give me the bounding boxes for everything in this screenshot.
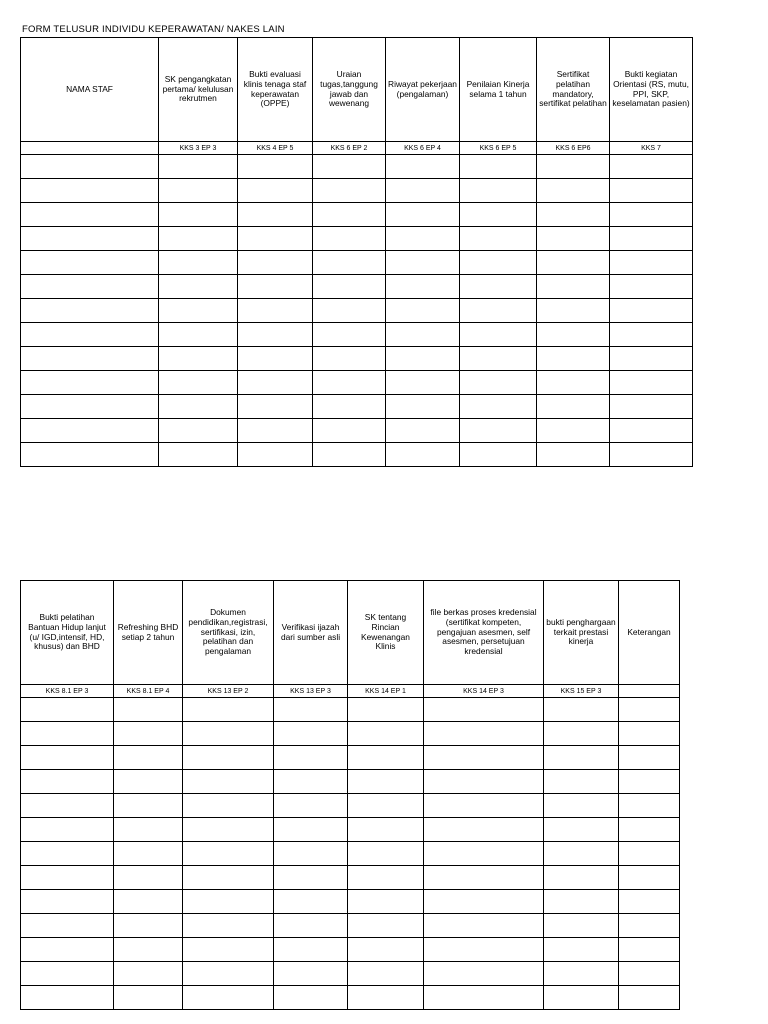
entry-cell[interactable] (21, 914, 114, 938)
entry-cell[interactable] (610, 203, 693, 227)
entry-cell[interactable] (313, 155, 386, 179)
entry-cell[interactable] (537, 347, 610, 371)
entry-cell[interactable] (183, 794, 274, 818)
entry-cell[interactable] (21, 770, 114, 794)
entry-cell[interactable] (159, 347, 238, 371)
entry-cell[interactable] (619, 890, 680, 914)
table-row (21, 746, 680, 770)
table-row (21, 323, 693, 347)
entry-cell[interactable] (114, 818, 183, 842)
entry-cell[interactable] (460, 299, 537, 323)
entry-cell[interactable] (386, 299, 460, 323)
table-row (21, 227, 693, 251)
entry-cell[interactable] (21, 299, 159, 323)
entry-cell[interactable] (348, 914, 424, 938)
header-uraian-tugas: Uraian tugas,tanggung jawab dan wewenang (313, 38, 386, 142)
entry-cell[interactable] (610, 227, 693, 251)
entry-cell[interactable] (424, 818, 544, 842)
entry-cell[interactable] (610, 251, 693, 275)
entry-cell[interactable] (619, 842, 680, 866)
entry-cell[interactable] (537, 203, 610, 227)
entry-cell[interactable] (544, 938, 619, 962)
entry-cell[interactable] (544, 914, 619, 938)
entry-cell[interactable] (619, 722, 680, 746)
entry-cell[interactable] (159, 203, 238, 227)
entry-cell[interactable] (610, 155, 693, 179)
entry-cell[interactable] (460, 347, 537, 371)
header-keterangan: Keterangan (619, 581, 680, 685)
code-cell: KKS 15 EP 3 (544, 685, 619, 698)
entry-cell[interactable] (313, 179, 386, 203)
table-row (21, 395, 693, 419)
entry-cell[interactable] (460, 203, 537, 227)
entry-cell[interactable] (274, 986, 348, 1010)
entry-cell[interactable] (21, 419, 159, 443)
entry-cell[interactable] (21, 986, 114, 1010)
entry-cell[interactable] (544, 698, 619, 722)
entry-cell[interactable] (238, 299, 313, 323)
entry-cell[interactable] (159, 371, 238, 395)
entry-cell[interactable] (544, 890, 619, 914)
entry-cell[interactable] (619, 914, 680, 938)
entry-cell[interactable] (537, 275, 610, 299)
entry-cell[interactable] (183, 986, 274, 1010)
entry-cell[interactable] (424, 866, 544, 890)
entry-cell[interactable] (348, 986, 424, 1010)
entry-cell[interactable] (386, 443, 460, 467)
code-cell: KKS 14 EP 1 (348, 685, 424, 698)
entry-cell[interactable] (114, 722, 183, 746)
entry-cell[interactable] (386, 371, 460, 395)
entry-cell[interactable] (544, 986, 619, 1010)
entry-cell[interactable] (460, 251, 537, 275)
code-row (21, 142, 693, 155)
entry-cell[interactable] (610, 371, 693, 395)
entry-cell[interactable] (619, 698, 680, 722)
entry-cell[interactable] (386, 203, 460, 227)
entry-cell[interactable] (274, 866, 348, 890)
code-cell: KKS 6 EP 5 (460, 142, 537, 155)
entry-cell[interactable] (544, 818, 619, 842)
entry-cell[interactable] (313, 371, 386, 395)
entry-cell[interactable] (183, 914, 274, 938)
entry-cell[interactable] (610, 275, 693, 299)
entry-cell[interactable] (348, 770, 424, 794)
entry-cell[interactable] (159, 251, 238, 275)
table-row (21, 419, 693, 443)
entry-cell[interactable] (544, 722, 619, 746)
entry-cell[interactable] (537, 419, 610, 443)
entry-cell[interactable] (313, 275, 386, 299)
entry-cell[interactable] (537, 179, 610, 203)
entry-cell[interactable] (238, 227, 313, 251)
table-row (21, 890, 680, 914)
entry-cell[interactable] (183, 938, 274, 962)
entry-cell[interactable] (610, 419, 693, 443)
header-verifikasi-ijazah: Verifikasi ijazah dari sumber asli (274, 581, 348, 685)
code-cell: KKS 6 EP 2 (313, 142, 386, 155)
table-row (21, 155, 693, 179)
table-row (21, 299, 693, 323)
entry-cell[interactable] (183, 698, 274, 722)
header-bukti-orientasi: Bukti kegiatan Orientasi (RS, mutu, PPI, SKP, keselamatan pasien) (610, 38, 693, 142)
table-row (21, 842, 680, 866)
entry-cell[interactable] (114, 866, 183, 890)
entry-cell[interactable] (238, 419, 313, 443)
entry-cell[interactable] (386, 227, 460, 251)
entry-cell[interactable] (610, 347, 693, 371)
entry-cell[interactable] (348, 842, 424, 866)
entry-cell[interactable] (424, 914, 544, 938)
table-row (21, 275, 693, 299)
table-row (21, 866, 680, 890)
entry-cell[interactable] (424, 722, 544, 746)
entry-cell[interactable] (348, 890, 424, 914)
header-dokumen-pendidikan: Dokumen pendidikan,registrasi, sertifikasi, izin, pelatihan dan pengalaman (183, 581, 274, 685)
entry-cell[interactable] (238, 179, 313, 203)
entry-cell[interactable] (537, 395, 610, 419)
entry-cell[interactable] (21, 179, 159, 203)
entry-cell[interactable] (21, 818, 114, 842)
entry-cell[interactable] (21, 371, 159, 395)
entry-cell[interactable] (460, 395, 537, 419)
table-row (21, 203, 693, 227)
entry-cell[interactable] (159, 323, 238, 347)
entry-cell[interactable] (460, 443, 537, 467)
entry-cell[interactable] (21, 155, 159, 179)
entry-cell[interactable] (424, 962, 544, 986)
entry-cell[interactable] (537, 443, 610, 467)
entry-cell[interactable] (21, 890, 114, 914)
entry-cell[interactable] (238, 203, 313, 227)
entry-cell[interactable] (610, 443, 693, 467)
code-cell: KKS 6 EP6 (537, 142, 610, 155)
entry-cell[interactable] (348, 818, 424, 842)
staff-table-part-1 (20, 37, 693, 467)
code-cell: KKS 13 EP 2 (183, 685, 274, 698)
entry-cell[interactable] (386, 155, 460, 179)
entry-cell[interactable] (238, 395, 313, 419)
header-bukti-evaluasi: Bukti evaluasi klinis tenaga staf keperawatan (OPPE) (238, 38, 313, 142)
code-cell: KKS 4 EP 5 (238, 142, 313, 155)
entry-cell[interactable] (619, 794, 680, 818)
entry-cell[interactable] (619, 938, 680, 962)
entry-cell[interactable] (386, 419, 460, 443)
entry-cell[interactable] (238, 251, 313, 275)
entry-cell[interactable] (114, 770, 183, 794)
entry-cell[interactable] (537, 323, 610, 347)
entry-cell[interactable] (238, 371, 313, 395)
code-cell: KKS 8.1 EP 3 (21, 685, 114, 698)
entry-cell[interactable] (313, 443, 386, 467)
entry-cell[interactable] (159, 443, 238, 467)
entry-cell[interactable] (21, 938, 114, 962)
entry-cell[interactable] (537, 299, 610, 323)
entry-cell[interactable] (21, 227, 159, 251)
entry-cell[interactable] (21, 866, 114, 890)
entry-cell[interactable] (386, 251, 460, 275)
entry-cell[interactable] (619, 962, 680, 986)
code-cell: KKS 6 EP 4 (386, 142, 460, 155)
entry-cell[interactable] (114, 698, 183, 722)
entry-cell[interactable] (313, 203, 386, 227)
header-sk-kewenangan-klinis: SK tentang Rincian Kewenangan Klinis (348, 581, 424, 685)
entry-cell[interactable] (274, 842, 348, 866)
table-row (21, 179, 693, 203)
entry-cell[interactable] (424, 794, 544, 818)
table1-entry-rows (21, 155, 693, 467)
table-row (21, 962, 680, 986)
entry-cell[interactable] (21, 203, 159, 227)
entry-cell[interactable] (21, 275, 159, 299)
entry-cell[interactable] (21, 746, 114, 770)
entry-cell[interactable] (114, 842, 183, 866)
entry-cell[interactable] (348, 866, 424, 890)
table-row (21, 794, 680, 818)
code-cell: KKS 14 EP 3 (424, 685, 544, 698)
entry-cell[interactable] (183, 962, 274, 986)
entry-cell[interactable] (424, 938, 544, 962)
code-cell: KKS 7 (610, 142, 693, 155)
entry-cell[interactable] (274, 698, 348, 722)
entry-cell[interactable] (21, 962, 114, 986)
table-row (21, 698, 680, 722)
entry-cell[interactable] (619, 986, 680, 1010)
entry-cell[interactable] (159, 419, 238, 443)
entry-cell[interactable] (313, 323, 386, 347)
entry-cell[interactable] (183, 866, 274, 890)
entry-cell[interactable] (274, 962, 348, 986)
form-title: FORM TELUSUR INDIVIDU KEPERAWATAN/ NAKES LAIN (22, 24, 285, 35)
entry-cell[interactable] (21, 395, 159, 419)
entry-cell[interactable] (21, 722, 114, 746)
entry-cell[interactable] (183, 746, 274, 770)
entry-cell[interactable] (238, 443, 313, 467)
entry-cell[interactable] (460, 419, 537, 443)
entry-cell[interactable] (386, 179, 460, 203)
entry-cell[interactable] (348, 746, 424, 770)
entry-cell[interactable] (348, 962, 424, 986)
entry-cell[interactable] (21, 323, 159, 347)
entry-cell[interactable] (544, 866, 619, 890)
entry-cell[interactable] (274, 794, 348, 818)
header-sk-pengangkatan: SK pengangkatan pertama/ kelulusan rekrutmen (159, 38, 238, 142)
entry-cell[interactable] (313, 347, 386, 371)
entry-cell[interactable] (21, 443, 159, 467)
entry-cell[interactable] (183, 818, 274, 842)
entry-cell[interactable] (21, 794, 114, 818)
entry-cell[interactable] (537, 155, 610, 179)
entry-cell[interactable] (424, 842, 544, 866)
table-row (21, 938, 680, 962)
entry-cell[interactable] (21, 842, 114, 866)
entry-cell[interactable] (348, 722, 424, 746)
entry-cell[interactable] (159, 179, 238, 203)
entry-cell[interactable] (159, 275, 238, 299)
entry-cell[interactable] (424, 890, 544, 914)
entry-cell[interactable] (424, 986, 544, 1010)
entry-cell[interactable] (21, 698, 114, 722)
entry-cell[interactable] (424, 698, 544, 722)
entry-cell[interactable] (348, 938, 424, 962)
table-row (21, 722, 680, 746)
entry-cell[interactable] (619, 770, 680, 794)
entry-cell[interactable] (313, 299, 386, 323)
entry-cell[interactable] (274, 818, 348, 842)
entry-cell[interactable] (424, 746, 544, 770)
entry-cell[interactable] (424, 770, 544, 794)
entry-cell[interactable] (460, 323, 537, 347)
entry-cell[interactable] (183, 722, 274, 746)
table-row (21, 986, 680, 1010)
table-row (21, 770, 680, 794)
entry-cell[interactable] (21, 347, 159, 371)
entry-cell[interactable] (183, 770, 274, 794)
entry-cell[interactable] (313, 395, 386, 419)
entry-cell[interactable] (386, 323, 460, 347)
entry-cell[interactable] (238, 347, 313, 371)
entry-cell[interactable] (114, 986, 183, 1010)
header-refreshing-bhd: Refreshing BHD setiap 2 tahun (114, 581, 183, 685)
entry-cell[interactable] (274, 722, 348, 746)
entry-cell[interactable] (274, 938, 348, 962)
entry-cell[interactable] (619, 746, 680, 770)
entry-cell[interactable] (460, 275, 537, 299)
table-row (21, 818, 680, 842)
entry-cell[interactable] (544, 770, 619, 794)
entry-cell[interactable] (313, 227, 386, 251)
header-file-kredensial: file berkas proses kredensial (sertifikat kompeten, pengajuan asesmen, self asesmen, persetujuan kredensial (424, 581, 544, 685)
code-cell: KKS 13 EP 3 (274, 685, 348, 698)
entry-cell[interactable] (348, 698, 424, 722)
code-cell: KKS 3 EP 3 (159, 142, 238, 155)
entry-cell[interactable] (274, 914, 348, 938)
entry-cell[interactable] (544, 962, 619, 986)
header-row (21, 38, 693, 142)
header-riwayat-pekerjaan: Riwayat pekerjaan (pengalaman) (386, 38, 460, 142)
entry-cell[interactable] (348, 794, 424, 818)
staff-table-part-2 (20, 580, 680, 1010)
table-row (21, 443, 693, 467)
entry-cell[interactable] (114, 794, 183, 818)
entry-cell[interactable] (114, 962, 183, 986)
entry-cell[interactable] (274, 770, 348, 794)
entry-cell[interactable] (610, 323, 693, 347)
entry-cell[interactable] (274, 890, 348, 914)
entry-cell[interactable] (21, 251, 159, 275)
entry-cell[interactable] (313, 251, 386, 275)
entry-cell[interactable] (238, 323, 313, 347)
entry-cell[interactable] (183, 890, 274, 914)
table2-entry-rows (21, 698, 680, 1010)
entry-cell[interactable] (159, 227, 238, 251)
table-row (21, 347, 693, 371)
code-row (21, 685, 680, 698)
entry-cell[interactable] (183, 842, 274, 866)
entry-cell[interactable] (460, 155, 537, 179)
entry-cell[interactable] (386, 347, 460, 371)
header-nama-staf: NAMA STAF (21, 38, 159, 142)
entry-cell[interactable] (159, 395, 238, 419)
table-row (21, 251, 693, 275)
entry-cell[interactable] (460, 227, 537, 251)
entry-cell[interactable] (544, 842, 619, 866)
entry-cell[interactable] (274, 746, 348, 770)
entry-cell[interactable] (544, 794, 619, 818)
header-penilaian-kinerja: Penilaian Kinerja selama 1 tahun (460, 38, 537, 142)
table-row (21, 371, 693, 395)
entry-cell[interactable] (159, 155, 238, 179)
entry-cell[interactable] (386, 395, 460, 419)
entry-cell[interactable] (537, 371, 610, 395)
entry-cell[interactable] (610, 395, 693, 419)
entry-cell[interactable] (460, 371, 537, 395)
entry-cell[interactable] (537, 251, 610, 275)
entry-cell[interactable] (114, 914, 183, 938)
entry-cell[interactable] (159, 299, 238, 323)
entry-cell[interactable] (610, 179, 693, 203)
header-bukti-penghargaan: bukti penghargaan terkait prestasi kinerja (544, 581, 619, 685)
entry-cell[interactable] (238, 275, 313, 299)
entry-cell[interactable] (238, 155, 313, 179)
code-cell (619, 685, 680, 698)
entry-cell[interactable] (114, 938, 183, 962)
entry-cell[interactable] (313, 419, 386, 443)
code-cell: KKS 8.1 EP 4 (114, 685, 183, 698)
entry-cell[interactable] (460, 179, 537, 203)
entry-cell[interactable] (610, 299, 693, 323)
entry-cell[interactable] (619, 818, 680, 842)
entry-cell[interactable] (544, 746, 619, 770)
entry-cell[interactable] (386, 275, 460, 299)
table-row (21, 914, 680, 938)
header-row (21, 581, 680, 685)
code-cell (21, 142, 159, 155)
entry-cell[interactable] (114, 746, 183, 770)
entry-cell[interactable] (537, 227, 610, 251)
header-sertifikat-pelatihan: Sertifikat pelatihan mandatory, sertifikat pelatihan (537, 38, 610, 142)
entry-cell[interactable] (619, 866, 680, 890)
header-bukti-pelatihan-bhd: Bukti pelatihan Bantuan Hidup lanjut (u/ IGD,intensif, HD, khusus) dan BHD (21, 581, 114, 685)
entry-cell[interactable] (114, 890, 183, 914)
